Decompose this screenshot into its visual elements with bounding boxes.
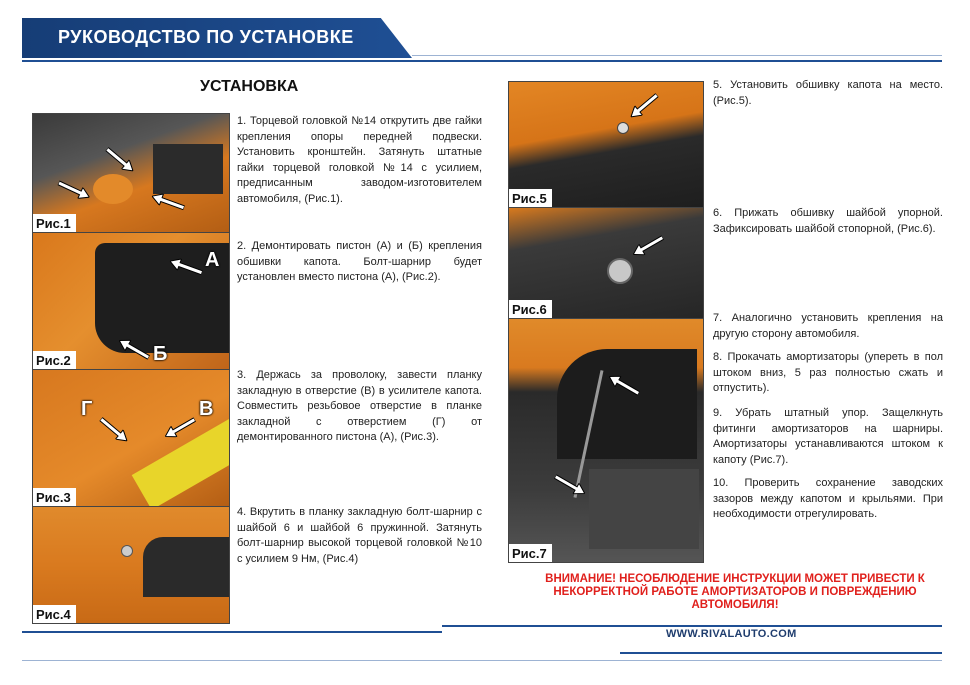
step-2: 2. Демонтировать пистон (А) и (Б) крепления обшивки капота. Болт-шарнир будет установлен вместо пистона (А), (Рис.2). bbox=[237, 240, 482, 283]
footer-rule-thin bbox=[22, 660, 942, 661]
warning-text: ВНИМАНИЕ! НЕСОБЛЮДЕНИЕ ИНСТРУКЦИИ МОЖЕТ ПРИВЕСТИ К НЕКОРРЕКТНОЙ РАБОТЕ АМОРТИЗАТОРОВ И ПОВРЕЖДЕНИЮ АВТОМОБИЛЯ! bbox=[545, 573, 925, 611]
step-10: 10. Проверить сохранение заводских зазоров между капотом и крыльями. При необходимости отрегулировать. bbox=[713, 477, 943, 520]
hood-insulation bbox=[143, 537, 230, 597]
figure-caption: Рис.6 bbox=[509, 300, 552, 318]
step-7: 7. Аналогично установить крепления на другую сторону автомобиля. bbox=[713, 312, 943, 340]
footer-bar bbox=[22, 625, 942, 645]
figure-caption: Рис.2 bbox=[33, 351, 76, 369]
step-1: 1. Торцевой головкой №14 открутить две гайки крепления опоры передней подвески. Установить кронштейн. Затянуть штатные гайки торцевой головкой №14 с усилием, предписанным заводом-изготовителем автомобиля, (Рис.1). bbox=[237, 115, 482, 205]
figure-2-photo bbox=[32, 232, 230, 370]
label-g: Г bbox=[81, 398, 93, 420]
figure-5-photo bbox=[508, 81, 704, 208]
header-rule-thin bbox=[412, 55, 942, 56]
footer-rule bbox=[620, 652, 942, 654]
ball-joint bbox=[617, 122, 629, 134]
page-title: РУКОВОДСТВО ПО УСТАНОВКЕ bbox=[58, 27, 354, 47]
figure-1-photo bbox=[32, 113, 230, 233]
engine bbox=[589, 469, 699, 549]
figure-3-photo bbox=[32, 369, 230, 507]
arrow-icon bbox=[103, 144, 137, 175]
step-4: 4. Вкрутить в планку закладную болт-шарнир с шайбой 6 и шайбой 6 пружинной. Затянуть болт-шарнир высокой торцевой головкой №10 с усилием 9 Нм, (Рис.4) bbox=[237, 506, 482, 565]
figure-caption: Рис.1 bbox=[33, 214, 76, 232]
figure-caption: Рис.3 bbox=[33, 488, 76, 506]
figure-caption: Рис.5 bbox=[509, 189, 552, 207]
section-title: УСТАНОВКА bbox=[200, 78, 299, 95]
figure-caption: Рис.4 bbox=[33, 605, 76, 623]
step-3: 3. Держась за проволоку, завести планку закладную в отверстие (В) в усилителе капота. Совместить резьбовое отверстие в планке закладной с отверстием (Г) от демонтированного пистона (А), (Рис.3). bbox=[237, 369, 482, 443]
arrow-icon bbox=[162, 414, 197, 441]
figure-caption: Рис.7 bbox=[509, 544, 552, 562]
washer bbox=[607, 258, 633, 284]
engine-bay bbox=[153, 144, 223, 194]
hood-insulation bbox=[557, 349, 697, 459]
label-v: В bbox=[199, 398, 214, 420]
label-b: Б bbox=[153, 343, 168, 365]
header-rule bbox=[22, 60, 942, 62]
arrow-icon bbox=[97, 414, 131, 445]
arrow-icon bbox=[552, 471, 587, 498]
arrow-icon bbox=[627, 90, 661, 121]
ball-joint bbox=[121, 545, 133, 557]
website-link[interactable]: WWW.RIVALAUTO.COM bbox=[666, 628, 797, 640]
figure-7-photo bbox=[508, 318, 704, 563]
step-8: 8. Прокачать амортизаторы (упереть в пол штоком вниз, 5 раз полностью сжать и отпустить). bbox=[713, 351, 943, 394]
label-a: А bbox=[205, 249, 220, 271]
arrow-icon bbox=[56, 177, 92, 202]
step-5: 5. Установить обшивку капота на место. (Рис.5). bbox=[713, 79, 943, 107]
figure-6-photo bbox=[508, 207, 704, 319]
figure-4-photo bbox=[32, 506, 230, 624]
strut-mount bbox=[93, 174, 133, 204]
step-6: 6. Прижать обшивку шайбой упорной. Зафиксировать шайбой стопорной, (Рис.6). bbox=[713, 207, 943, 235]
step-9: 9. Убрать штатный упор. Защелкнуть фитинги амортизаторов на шарниры. Амортизаторы устанавливаются штоком к капоту (Рис.7). bbox=[713, 407, 943, 466]
arrow-icon bbox=[630, 232, 665, 259]
